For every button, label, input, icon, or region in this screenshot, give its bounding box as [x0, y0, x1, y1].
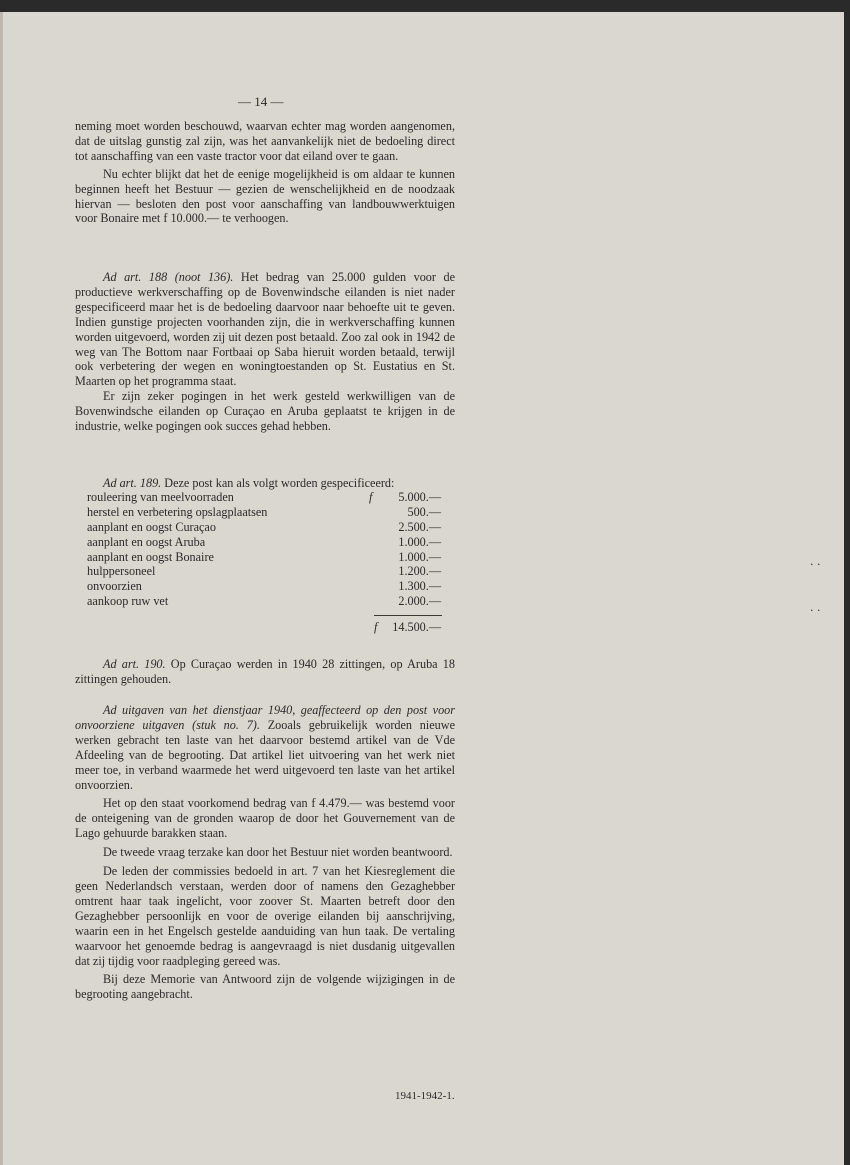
paragraph-text: Op Curaçao werden in 1940 28 zittingen, op Aruba 18 zittingen gehouden.	[75, 657, 455, 686]
row-amount: 5.000.—	[398, 490, 441, 504]
row-label: aanplant en oogst Aruba	[87, 534, 206, 549]
paragraph-art190	[75, 657, 455, 687]
row-label: rouleering van meelvoorraden	[87, 490, 234, 504]
row-label: hulppersoneel	[87, 564, 156, 579]
paragraph-text: Zooals gebruikelijk worden nieuwe werken gebracht ten laste van het daarvoor bestemd artikel van de Vde Afdeeling van de begrooting. Dat artikel liet uitvoering van het werk niet meer toe, in verband waarmede het werd uitgevoerd ten laste van het artikel onvoorzien.	[75, 717, 455, 792]
row-amount: 2.000.—	[398, 594, 441, 609]
row-amount: 1.200.—	[398, 564, 441, 579]
paragraph-art188	[75, 270, 455, 389]
row-label: onvoorzien	[87, 579, 142, 594]
margin-specks: · ·	[810, 558, 821, 571]
table-row	[87, 550, 447, 565]
text-block-uitgaven	[75, 703, 455, 1002]
table-total-row	[87, 620, 447, 635]
article-reference: Ad art. 188 (noot 136).	[103, 270, 234, 284]
currency-symbol: f	[374, 620, 378, 635]
page-left-edge	[0, 12, 3, 1165]
paragraph: Bij deze Memorie van Antwoord zijn de volgende wijzigingen in de begrooting aangebracht.	[75, 972, 455, 1002]
table-row	[87, 520, 447, 535]
section-reference: Ad uitgaven van het dienstjaar 1940, geaffecteerd op den post voor onvoorziene uitgaven (stuk no. 7).	[75, 703, 455, 732]
text-block-art190	[75, 657, 455, 687]
paragraph-art189	[75, 476, 455, 491]
paragraph: Nu echter blijkt dat het de eenige mogelijkheid is om aldaar te kunnen beginnen heeft het Bestuur — gezien de wenschelijkheid en de noodzaak hiervan — besloten den post voor aanschaffing van landbouwwerktuigen voor Bonaire met f 10.000.— te verhoogen.	[75, 166, 455, 226]
row-label: herstel en verbetering opslagplaatsen	[87, 504, 268, 519]
paragraph-uitgaven	[75, 703, 455, 792]
table-row	[87, 490, 447, 505]
footer-code: 1941-1942-1.	[395, 1090, 455, 1102]
paragraph: neming moet worden beschouwd, waarvan echter mag worden aangenomen, dat de uitslag gunstig zal zijn, was het aanvankelijk niet de bedoeling direct tot aanschaffing van een vaste tractor voor dat eiland over te gaan.	[75, 119, 455, 163]
row-amount: 500.—	[407, 504, 441, 519]
paragraph: Het op den staat voorkomend bedrag van f 4.479.— was bestemd voor de onteigening van de gronden waarop de door het Gouvernement van de Lago gehuurde barakken staan.	[75, 796, 455, 841]
margin-specks: · ·	[810, 604, 821, 617]
row-amount: 1.300.—	[398, 579, 441, 594]
text-block-1	[75, 119, 455, 226]
sum-rule	[374, 615, 442, 616]
currency-symbol: f	[369, 490, 373, 504]
paragraph-text: Deze post kan als volgt worden gespecificeerd:	[161, 476, 395, 490]
article-reference: Ad art. 189.	[103, 476, 162, 490]
paragraph-text: Het bedrag van 25.000 gulden voor de productieve werkverschaffing op de Bovenwindsche eilanden is niet nader gespecificeerd maar het is de bedoeling daarvoor naar behoefte uit te geven. Indien gunstige projecten voorhanden zijn, die in werkverschaffing kunnen worden uitgevoerd, worden zij uit dezen post betaald. Zoo zal ook in 1942 de weg van The Bottom naar Fortbaai op Saba hieruit worden betaald, terwijl ook verbetering der wegen en woningtoestanden op St. Eustatius en St. Maarten op het programma staat.	[75, 270, 455, 389]
page-number: — 14 —	[238, 94, 284, 109]
row-label: aanplant en oogst Curaçao	[87, 519, 216, 534]
text-block-art188	[75, 270, 455, 434]
scan-top-border	[0, 0, 850, 12]
table-row	[87, 579, 447, 594]
row-label: aankoop ruw vet	[87, 594, 169, 609]
scan-right-border	[844, 0, 850, 1165]
article-reference: Ad art. 190.	[103, 657, 166, 671]
text-block-art189	[75, 476, 455, 491]
row-label: aanplant en oogst Bonaire	[87, 549, 214, 564]
paragraph: Er zijn zeker pogingen in het werk gesteld werkwilligen van de Bovenwindsche eilanden op Curaçao en Aruba geplaatst te krijgen in de industrie, welke pogingen ook succes gehad hebben.	[75, 389, 455, 434]
row-amount: 2.500.—	[398, 519, 441, 534]
specification-table	[87, 490, 447, 635]
paragraph: De tweede vraag terzake kan door het Bestuur niet worden beantwoord.	[103, 845, 453, 860]
table-row	[87, 564, 447, 579]
row-amount: 1.000.—	[398, 549, 441, 564]
table-total: 14.500.—	[392, 620, 441, 635]
table-row	[87, 505, 447, 520]
paragraph: De leden der commissies bedoeld in art. 7 van het Kiesreglement die geen Nederlandsch verstaan, werden door of namens den Gezaghebber omtrent haar taak ingelicht, voor zoover St. Maarten betreft door den Gezaghebber persoonlijk en voor de overige eilanden bij aanschrijving, waarin een in het Engelsch gestelde aanduiding van hun taak. De vertaling waarvoor het genoemde bedrag is aangevraagd is niet dusdanig uitgevallen dat zij tijdig voor raadpleging gereed was.	[75, 864, 455, 968]
table-row	[87, 535, 447, 550]
table-row	[87, 594, 447, 609]
row-amount: 1.000.—	[398, 534, 441, 549]
